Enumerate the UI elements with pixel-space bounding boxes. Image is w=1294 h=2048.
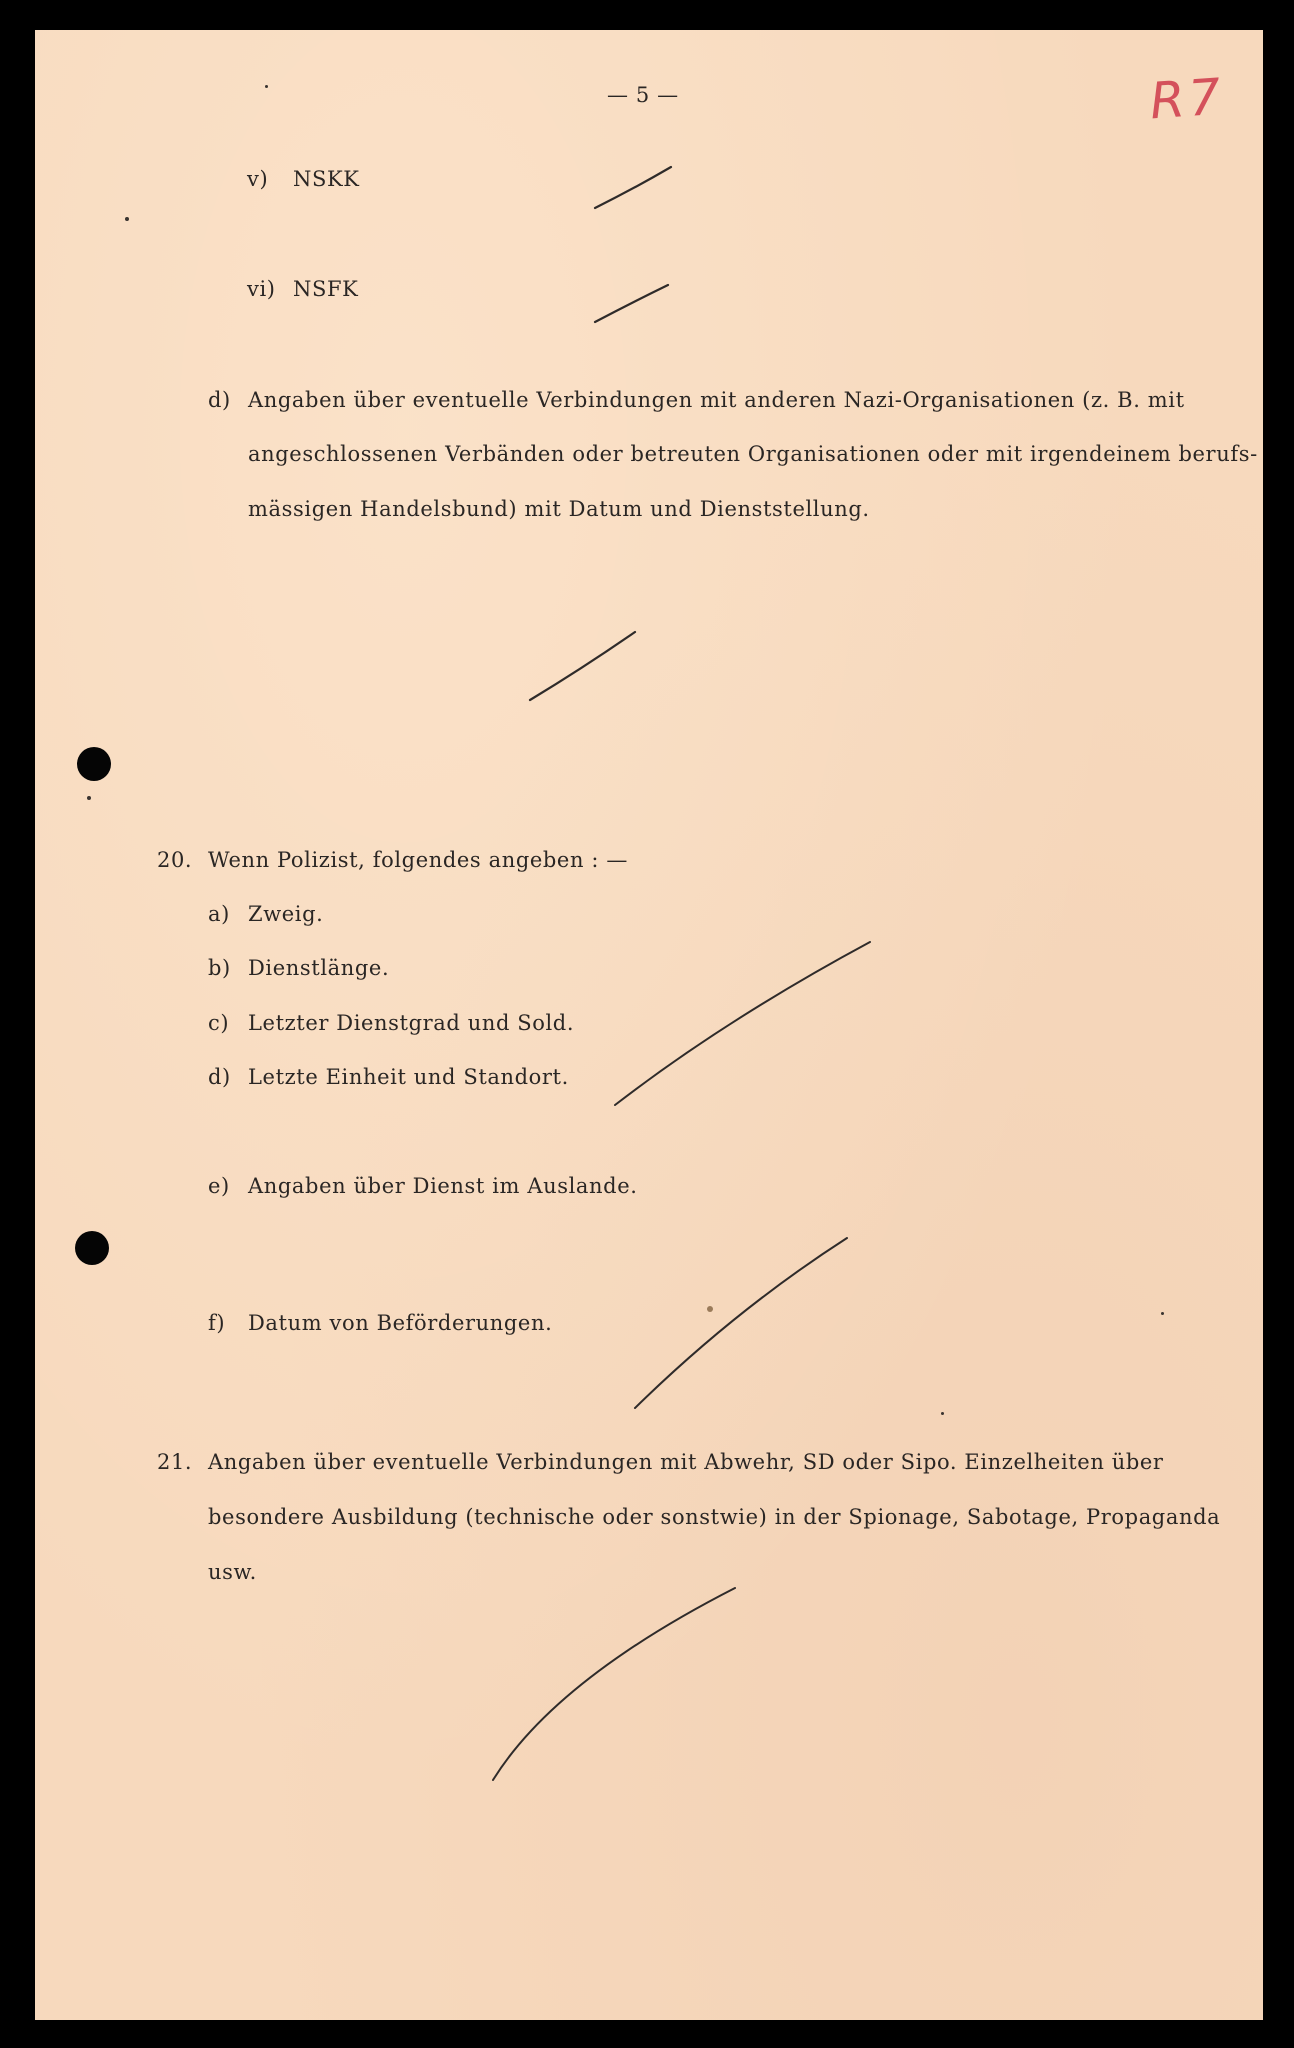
paper-speck	[707, 1306, 713, 1312]
item-d-line-3: mässigen Handelsbund) mit Datum und Dienststellung.	[248, 497, 870, 521]
question-21-line-3: usw.	[208, 1560, 257, 1584]
q20-d-label: d)	[208, 1065, 231, 1089]
question-21-number: 21.	[157, 1450, 193, 1474]
paper-speck	[265, 85, 268, 88]
strike-mark-q21	[493, 1588, 735, 1780]
punch-hole-bottom	[75, 1231, 109, 1265]
question-21-line-1-text: Angaben über eventuelle Verbindungen mit Abwehr, SD oder Sipo. Einzelheiten über	[208, 1450, 1164, 1474]
strike-mark-item-d	[530, 632, 635, 700]
handwritten-annotation: R7	[1148, 67, 1227, 131]
pen-strokes	[35, 30, 1263, 2020]
document-page	[35, 30, 1263, 2020]
q20-b-label: b)	[208, 956, 231, 980]
item-v-text: NSKK	[293, 167, 360, 191]
q20-d-text: Letzte Einheit und Standort.	[248, 1065, 569, 1089]
punch-hole-top	[77, 747, 111, 781]
q20-c-label: c)	[208, 1011, 230, 1035]
item-vi-label: vi)	[247, 277, 276, 301]
item-v-label: v)	[247, 167, 269, 191]
q20-e-text: Angaben über Dienst im Auslande.	[248, 1174, 638, 1198]
strike-mark-nsfk	[595, 285, 668, 322]
paper-speck	[1161, 1312, 1164, 1315]
strike-mark-q20-e-f	[635, 1238, 847, 1408]
q20-f-text: Datum von Beförderungen.	[248, 1311, 553, 1335]
item-vi-text: NSFK	[293, 277, 359, 301]
item-d-line-2-text: angeschlossenen Verbänden oder betreuten Organisationen oder mit irgendeinem berufs-	[248, 442, 1258, 466]
item-d-label: d)	[208, 388, 231, 412]
question-21-line-2-text: besondere Ausbildung (technische oder sonstwie) in der Spionage, Sabotage, Propaganda	[208, 1505, 1221, 1529]
q20-a-text: Zweig.	[248, 902, 324, 926]
q20-f-label: f)	[208, 1311, 226, 1335]
q20-e-label: e)	[208, 1174, 230, 1198]
question-20-number: 20.	[157, 848, 193, 872]
strike-mark-nskk	[595, 167, 671, 208]
q20-b-text: Dienstlänge.	[248, 956, 390, 980]
question-20-title: Wenn Polizist, folgendes angeben : —	[208, 848, 628, 872]
strike-mark-q20-a-d	[615, 942, 870, 1105]
q20-a-label: a)	[208, 902, 230, 926]
paper-speck	[87, 796, 91, 800]
paper-speck	[941, 1412, 944, 1415]
page-number: — 5 —	[607, 83, 679, 107]
q20-c-text: Letzter Dienstgrad und Sold.	[248, 1011, 575, 1035]
paper-speck	[125, 217, 129, 221]
item-d-line-1-text: Angaben über eventuelle Verbindungen mit anderen Nazi-Organisationen (z. B. mit	[248, 388, 1185, 412]
